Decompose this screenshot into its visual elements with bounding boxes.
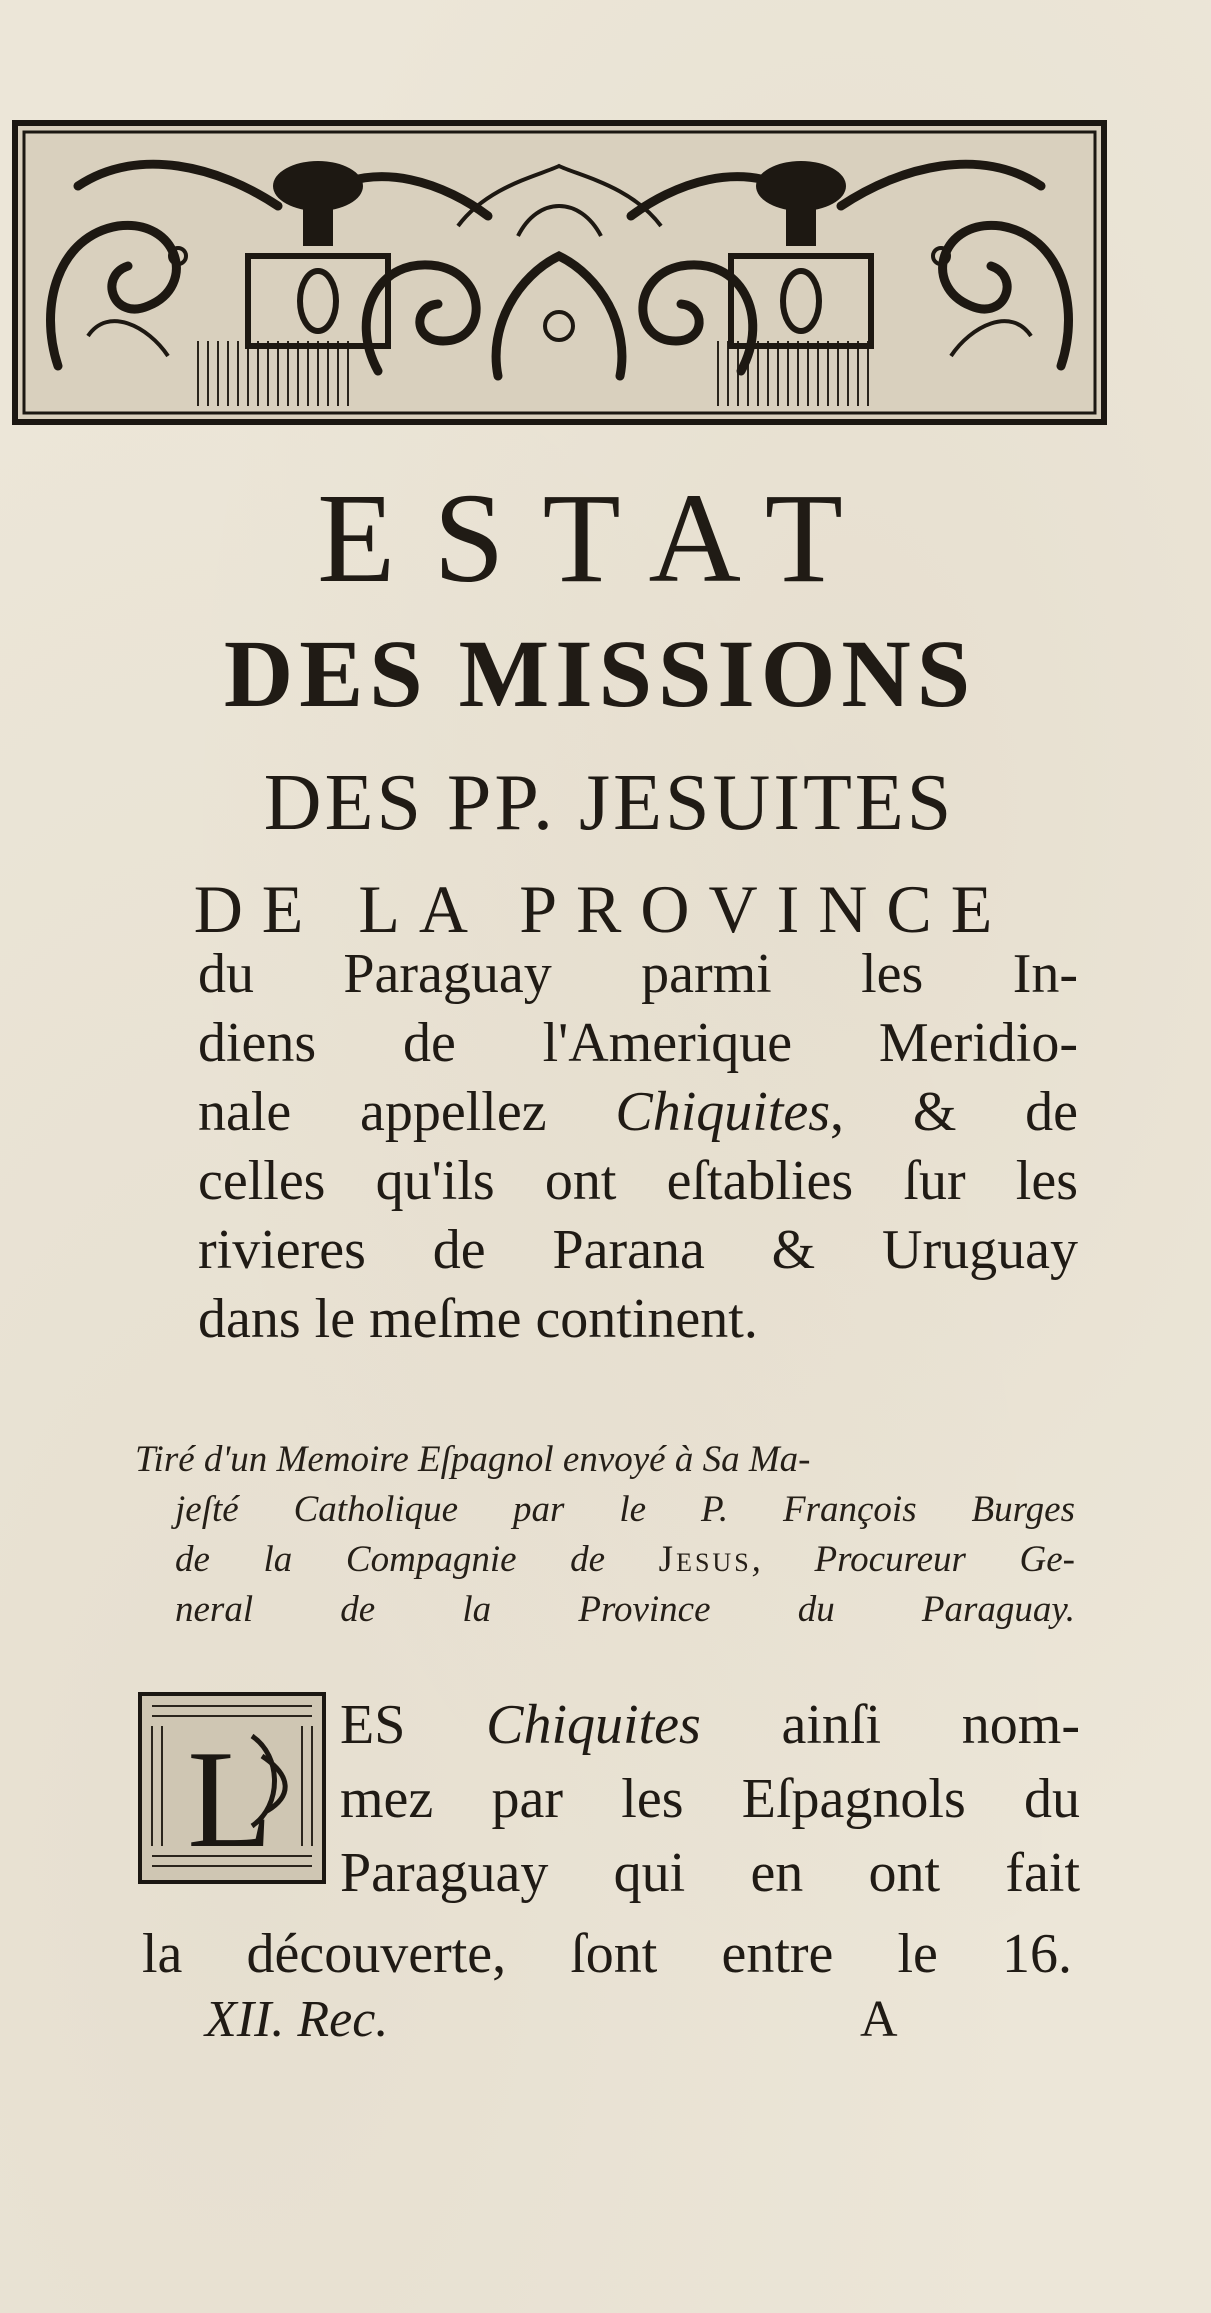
intro-line-3 — [198, 1078, 1078, 1147]
title-line-estat: ESTAT — [317, 467, 881, 609]
title-line-missions: DES MISSIONS — [223, 620, 977, 727]
body-line-1-end: ainſi nom- — [700, 1694, 1080, 1756]
gathering-letter: A — [860, 1991, 898, 2048]
body-line-3: Paraguay qui en ont fait — [340, 1842, 1080, 1904]
intro-line-3-end: , & de — [830, 1081, 1078, 1143]
opening-paragraph — [340, 1688, 1080, 1910]
body-line-2: mez par les Eſpagnols du — [340, 1768, 1080, 1830]
chiquites-italic: Chiquites — [615, 1081, 831, 1143]
intro-line-1: du Paraguay parmi les In- — [198, 943, 1078, 1005]
ornamental-headpiece — [12, 120, 1107, 425]
title-line-jesuites: DES PP. JESUITES — [263, 759, 955, 847]
body-line-1-start: ES — [340, 1694, 487, 1756]
dropcap-letter: L — [187, 1722, 273, 1877]
source-line-1: Tiré d'un Memoire Eſpagnol envoyé à Sa Ma- — [135, 1439, 811, 1480]
initial-engraving — [142, 1696, 322, 1880]
intro-line-2: diens de l'Amerique Meridio- — [198, 1012, 1078, 1074]
title-description — [198, 940, 1078, 1354]
source-line-3-start: de la Compagnie de — [175, 1539, 659, 1580]
source-line-3-end: , Procureur Ge- — [751, 1539, 1075, 1580]
intro-line-6: dans le meſme continent. — [198, 1288, 758, 1350]
decorated-initial — [138, 1692, 326, 1884]
intro-line-5: rivieres de Parana & Uruguay — [198, 1219, 1078, 1281]
title-line-province: DE LA PROVINCE — [193, 871, 1012, 947]
source-line-4: neral de la Province du Paraguay. — [175, 1589, 1075, 1630]
intro-line-4: celles qu'ils ont eſtablies ſur les — [198, 1150, 1078, 1212]
jesus-small-caps: Jesus — [658, 1539, 752, 1580]
body-chiquites-italic: Chiquites — [486, 1694, 701, 1756]
source-line-2: jeſté Catholique par le P. François Burges — [175, 1489, 1075, 1530]
source-note — [135, 1435, 1075, 1635]
body-line-1 — [340, 1688, 1080, 1762]
headpiece-engraving — [18, 126, 1101, 419]
intro-line-3-start: nale appellez — [198, 1081, 616, 1143]
body-line-4: la découverte, ſont entre le 16. — [142, 1923, 1072, 1985]
source-line-3 — [135, 1535, 1075, 1585]
signature-mark: XII. Rec. — [205, 1991, 389, 2048]
